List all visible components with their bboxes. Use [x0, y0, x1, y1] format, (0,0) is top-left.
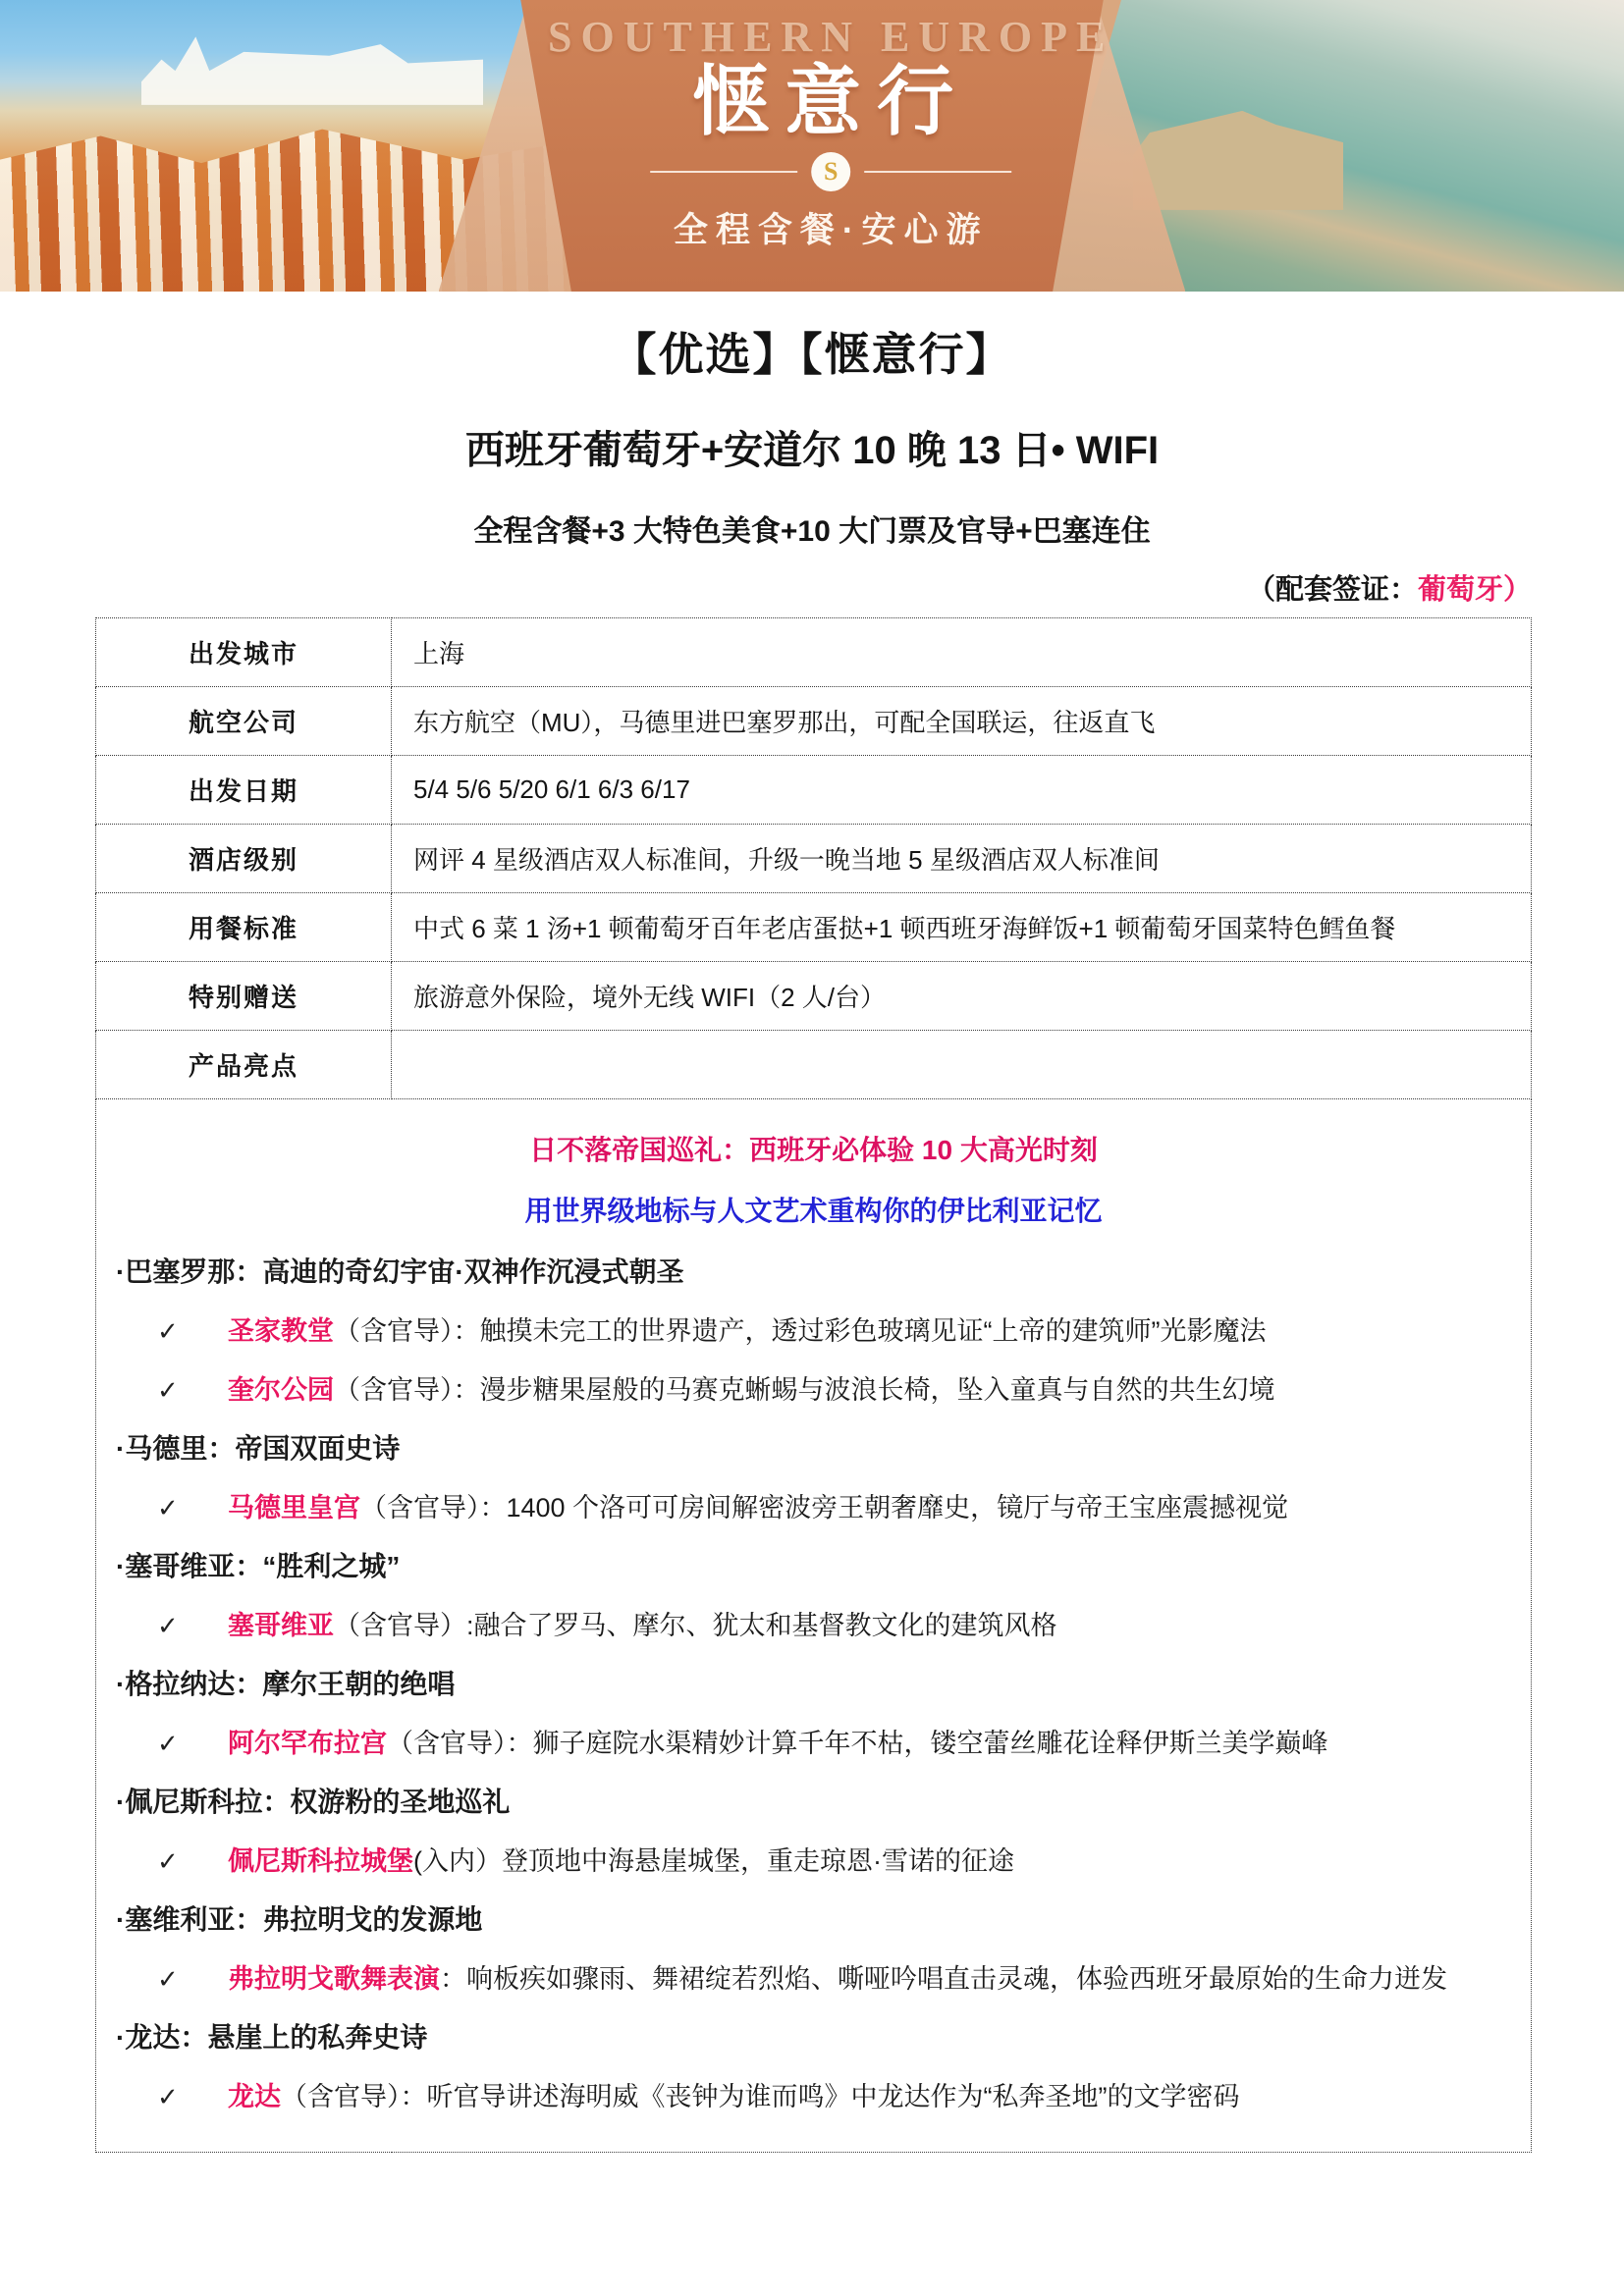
highlights-headline-secondary: 用世界级地标与人文艺术重构你的伊比利亚记忆: [524, 1196, 1103, 1226]
highlight-keyword: 佩尼斯科拉城堡: [228, 1846, 413, 1876]
row-value: 5/4 5/6 5/20 6/1 6/3 6/17: [392, 756, 1532, 825]
visa-country: 葡萄牙: [1417, 574, 1503, 606]
banner-tagline: 全程含餐·安心游: [673, 210, 989, 249]
highlight-keyword: 弗拉明戈歌舞表演: [228, 1964, 440, 1994]
banner-overline: SOUTHERN EUROPE: [548, 13, 1114, 61]
highlight-item: [116, 1374, 1511, 1407]
highlight-item: [116, 1315, 1511, 1348]
highlight-desc: （含官导）：狮子庭院水渠精妙计算千年不枯，镂空蕾丝雕花诠释伊斯兰美学巅峰: [387, 1729, 1328, 1758]
checkmark-icon: ✓: [157, 1316, 179, 1346]
banner-divider: [516, 152, 1145, 191]
city-heading-sevilla: ·塞维利亚：弗拉明戈的发源地: [116, 1904, 483, 1935]
highlight-keyword: 奎尔公园: [228, 1375, 334, 1405]
product-info-table: [95, 617, 1532, 2153]
highlight-desc: （含官导）:融合了罗马、摩尔、犹太和基督教文化的建筑风格: [334, 1611, 1057, 1640]
highlight-keyword: 阿尔罕布拉宫: [228, 1729, 387, 1758]
city-heading-barcelona: ·巴塞罗那：高迪的奇幻宇宙·双神作沉浸式朝圣: [116, 1256, 684, 1287]
row-value: 中式 6 菜 1 汤+1 顿葡萄牙百年老店蛋挞+1 顿西班牙海鲜饭+1 顿葡萄牙国菜特色鳕鱼餐: [392, 893, 1532, 962]
row-label: 出发日期: [96, 756, 392, 825]
table-row: [96, 893, 1532, 962]
highlight-item: [116, 2081, 1511, 2113]
highlight-keyword: 马德里皇宫: [228, 1493, 360, 1522]
highlight-desc: ：响板疾如骤雨、舞裙绽若烈焰、嘶哑吟唱直击灵魂，体验西班牙最原始的生命力迸发: [440, 1964, 1447, 1994]
table-row: [96, 962, 1532, 1031]
divider-line-left: [650, 171, 797, 173]
highlights-headline-primary: 日不落帝国巡礼：西班牙必体验 10 大高光时刻: [529, 1135, 1098, 1165]
highlight-item: [116, 1728, 1511, 1760]
highlight-text: [228, 2081, 1511, 2113]
brand-logo-text: 惬意行: [692, 58, 970, 144]
visa-prefix: （配套签证：: [1246, 574, 1418, 606]
product-subtitle: 全程含餐+3 大特色美食+10 大门票及官导+巴塞连住: [473, 515, 1151, 548]
highlight-item: [116, 1963, 1511, 1996]
highlights-row: [96, 1099, 1532, 2153]
table-row: [96, 618, 1532, 687]
checkmark-icon: ✓: [157, 1375, 179, 1405]
highlight-item: [116, 1610, 1511, 1642]
highlight-keyword: 塞哥维亚: [228, 1611, 334, 1640]
highlights-cell: [96, 1099, 1532, 2153]
banner: [0, 0, 1624, 292]
divider-line-right: [864, 171, 1011, 173]
row-value: 东方航空（MU），马德里进巴塞罗那出，可配全国联运，往返直飞: [392, 687, 1532, 756]
highlight-keyword: 圣家教堂: [228, 1316, 334, 1346]
highlight-text: [228, 1492, 1511, 1524]
highlight-text: [228, 1845, 1511, 1878]
highlight-item: [116, 1492, 1511, 1524]
highlight-text: [228, 1610, 1511, 1642]
checkmark-icon: ✓: [157, 1964, 179, 1994]
row-label: 产品亮点: [96, 1031, 392, 1099]
highlight-desc: （含官导）：漫步糖果屋般的马赛克蜥蜴与波浪长椅，坠入童真与自然的共生幻境: [334, 1375, 1275, 1405]
row-label: 出发城市: [96, 618, 392, 687]
row-value: 上海: [392, 618, 1532, 687]
row-value: 旅游意外保险，境外无线 WIFI（2 人/台）: [392, 962, 1532, 1031]
castle-silhouette: [1133, 111, 1343, 210]
banner-logo-block: [516, 0, 1145, 252]
table-row: [96, 756, 1532, 825]
monastery-silhouette: [141, 29, 484, 105]
city-heading-ronda: ·龙达：悬崖上的私奔史诗: [116, 2022, 428, 2053]
city-heading-peniscola: ·佩尼斯科拉：权游粉的圣地巡礼: [116, 1787, 511, 1817]
visa-note: [0, 567, 1532, 608]
row-label: 用餐标准: [96, 893, 392, 962]
highlight-text: [228, 1728, 1511, 1760]
checkmark-icon: ✓: [157, 1846, 179, 1876]
row-label: 特别赠送: [96, 962, 392, 1031]
row-value: 网评 4 星级酒店双人标准间，升级一晚当地 5 星级酒店双人标准间: [392, 825, 1532, 893]
row-label: 酒店级别: [96, 825, 392, 893]
city-heading-madrid: ·马德里：帝国双面史诗: [116, 1433, 401, 1464]
highlight-desc: (入内）登顶地中海悬崖城堡，重走琼恩·雪诺的征途: [413, 1846, 1014, 1876]
row-label: 航空公司: [96, 687, 392, 756]
table-row: [96, 1031, 1532, 1099]
highlight-text: [228, 1315, 1511, 1348]
checkmark-icon: ✓: [157, 1611, 179, 1640]
product-title: 西班牙葡萄牙+安道尔 10 晚 13 日• WIFI: [464, 429, 1160, 472]
brand-seal-icon: S: [811, 152, 850, 191]
visa-suffix: ）: [1502, 574, 1532, 606]
checkmark-icon: ✓: [157, 1729, 179, 1758]
highlight-keyword: 龙达: [228, 2082, 281, 2111]
highlight-desc: （含官导）：1400 个洛可可房间解密波旁王朝奢靡史，镜厅与帝王宝座震撼视觉: [360, 1493, 1289, 1522]
highlight-text: [228, 1963, 1511, 1996]
city-heading-segovia: ·塞哥维亚：“胜利之城”: [116, 1551, 401, 1581]
page-title: 【优选】【惬意行】: [611, 329, 1013, 380]
highlight-desc: （含官导）：听官导讲述海明威《丧钟为谁而鸣》中龙达作为“私奔圣地”的文学密码: [281, 2082, 1240, 2111]
table-row: [96, 687, 1532, 756]
city-heading-granada: ·格拉纳达：摩尔王朝的绝唱: [116, 1669, 456, 1699]
highlight-item: [116, 1845, 1511, 1878]
row-value: [392, 1031, 1532, 1099]
checkmark-icon: ✓: [157, 1493, 179, 1522]
highlight-text: [228, 1374, 1511, 1407]
highlight-desc: （含官导）：触摸未完工的世界遗产，透过彩色玻璃见证“上帝的建筑师”光影魔法: [334, 1316, 1267, 1346]
checkmark-icon: ✓: [157, 2082, 179, 2111]
table-row: [96, 825, 1532, 893]
